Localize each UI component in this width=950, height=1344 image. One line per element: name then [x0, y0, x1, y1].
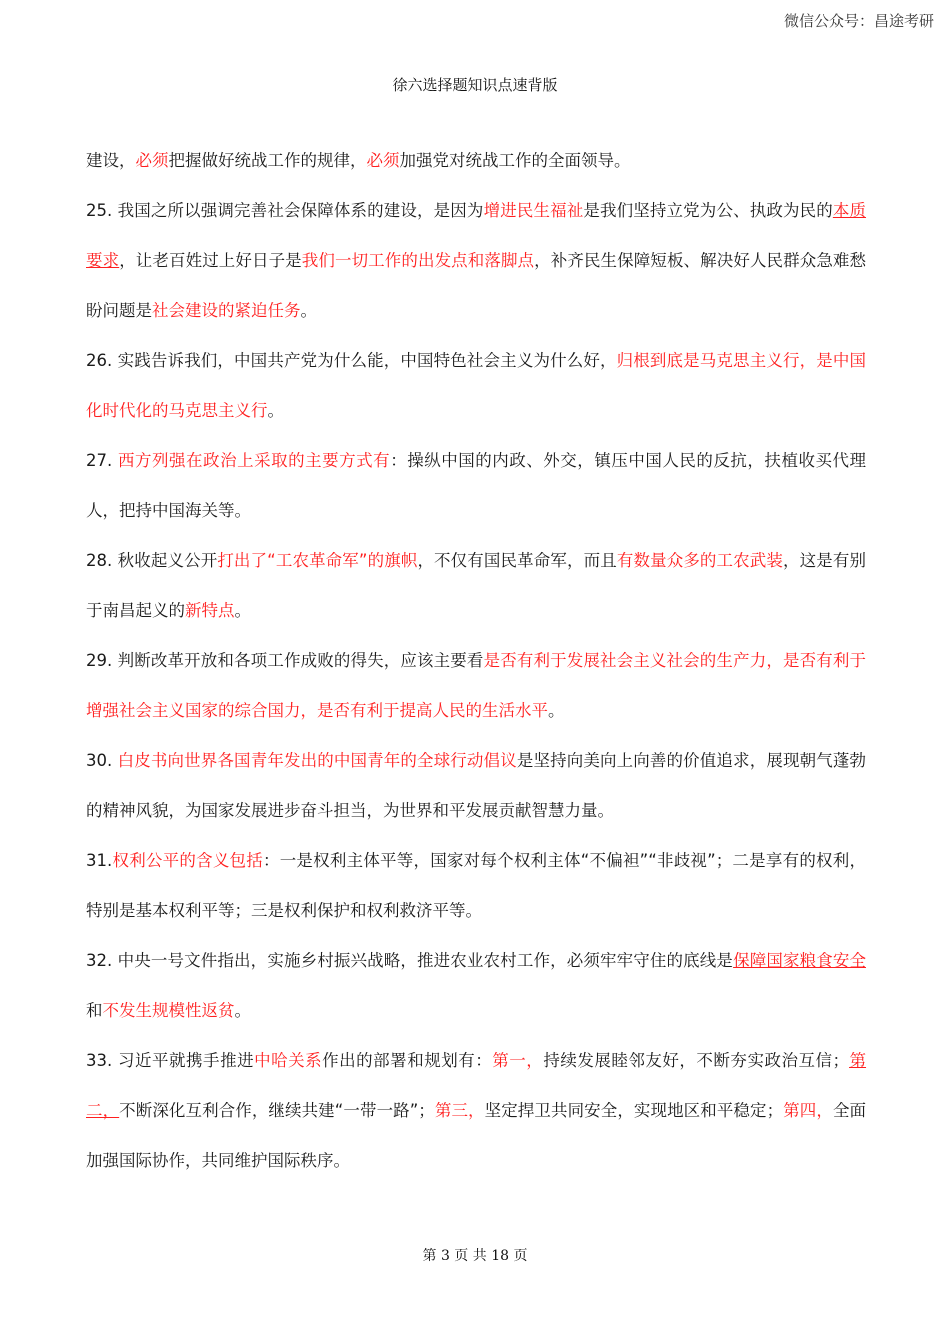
highlighted-text: 保障国家粮食安全: [733, 951, 866, 970]
paragraph: [86, 536, 866, 636]
body-text: ，这是有别于南昌起义的: [86, 551, 866, 620]
highlighted-text: 第三，: [434, 1101, 485, 1120]
body-text: 31.: [86, 851, 113, 870]
paragraph: [86, 186, 866, 336]
body-text: 是坚持向美向上向善的价值追求，展现朝气蓬勃的精神风貌，为国家发展进步奋斗担当，为世界和平发展贡献智慧力量。: [86, 751, 866, 820]
body-text: 和: [86, 1001, 103, 1020]
body-text: 。: [300, 301, 317, 320]
highlighted-text: 中哈关系: [254, 1051, 323, 1070]
body-text: 。: [234, 1001, 251, 1020]
body-text: 27.: [86, 451, 118, 470]
body-text: 26. 实践告诉我们，中国共产党为什么能，中国特色社会主义为什么好，: [86, 351, 617, 370]
body-text: 32. 中央一号文件指出，实施乡村振兴战略，推进农业农村工作，必须牢牢守住的底线是: [86, 951, 734, 970]
paragraph: [86, 1036, 866, 1186]
document-title: 徐六选择题知识点速背版: [392, 76, 558, 94]
highlighted-text: 增进民生福祉: [483, 201, 584, 220]
body-text: 加强党对统战工作的全面领导。: [399, 151, 631, 170]
highlighted-text: 归根到底是马克思主义行，是中国化时代化的马克思主义行: [86, 351, 866, 420]
body-text: 全面加强国际协作，共同维护国际秩序。: [86, 1101, 867, 1170]
body-text: 。: [548, 701, 565, 720]
body-text: ：操纵中国的内政、外交，镇压中国人民的反抗，扶植收买代理人，把持中国海关等。: [86, 451, 866, 520]
highlighted-text: 第一，: [492, 1051, 544, 1070]
paragraph: [86, 336, 866, 436]
body-text: 30.: [86, 751, 118, 770]
body-text: ，补齐民生保障短板、解决好人民群众急难愁盼问题是: [86, 251, 867, 320]
paragraph: [86, 736, 866, 836]
body-text: 25. 我国之所以强调完善社会保障体系的建设，是因为: [86, 201, 484, 220]
body-text: 。: [234, 601, 251, 620]
body-text: 不断深化互利合作，继续共建“一带一路”；: [119, 1101, 435, 1120]
body-text: ，不仅有国民革命军，而且: [417, 551, 617, 570]
body-text: ，让老百姓过上好日子是: [119, 251, 302, 270]
highlighted-text: 我们一切工作的出发点和落脚点: [301, 251, 535, 270]
paragraph: [86, 136, 866, 186]
highlighted-text: 白皮书向世界各国青年发出的中国青年的全球行动倡议: [117, 751, 517, 770]
highlighted-text: 不发生规模性返贫: [102, 1001, 235, 1020]
body-text: 。: [267, 401, 284, 420]
body-text: 建设，: [86, 151, 136, 170]
highlighted-text: 西方列强在政治上采取的主要方式有: [118, 451, 391, 470]
highlighted-text: 权利公平的含义包括: [112, 851, 263, 870]
highlighted-text: 必须: [366, 151, 400, 170]
highlighted-text: 新特点: [185, 601, 235, 620]
body-text: 33. 习近平就携手推进: [86, 1051, 255, 1070]
highlighted-text: 是否有利于发展社会主义社会的生产力，是否有利于增强社会主义国家的综合国力，是否有利于提高人民的生活水平: [86, 651, 866, 720]
page-number: 第 3 页 共 18 页: [422, 1248, 528, 1264]
body-text: 是我们坚持立党为公、执政为民的: [583, 201, 833, 220]
document-body: [86, 136, 866, 1186]
body-text: 坚定捍卫共同安全，实现地区和平稳定；: [484, 1101, 784, 1120]
paragraph: [86, 936, 866, 1036]
paragraph: [86, 636, 866, 736]
body-text: 作出的部署和规划有：: [322, 1051, 493, 1070]
watermark-text: 微信公众号：昌途考研: [783, 12, 934, 30]
body-text: 29. 判断改革开放和各项工作成败的得失，应该主要看: [86, 651, 484, 670]
body-text: 把握做好统战工作的规律，: [168, 151, 367, 170]
highlighted-text: 必须: [135, 151, 169, 170]
body-text: ：一是权利主体平等，国家对每个权利主体“不偏袒”“非歧视”；二是享有的权利，特别是基本权利平等；三是权利保护和权利救济平等。: [86, 851, 866, 920]
paragraph: [86, 836, 866, 936]
highlighted-text: 有数量众多的工农武装: [616, 551, 784, 570]
highlighted-text: 第二，: [86, 1051, 867, 1120]
highlighted-text: 本质要求: [86, 201, 867, 270]
body-text: 持续发展睦邻友好，不断夯实政治互信；: [543, 1051, 850, 1070]
highlighted-text: 打出了“工农革命军”的旗帜: [217, 551, 418, 570]
body-text: 28. 秋收起义公开: [86, 551, 218, 570]
paragraph: [86, 436, 866, 536]
highlighted-text: 社会建设的紧迫任务: [152, 301, 301, 320]
highlighted-text: 第四，: [783, 1101, 833, 1120]
